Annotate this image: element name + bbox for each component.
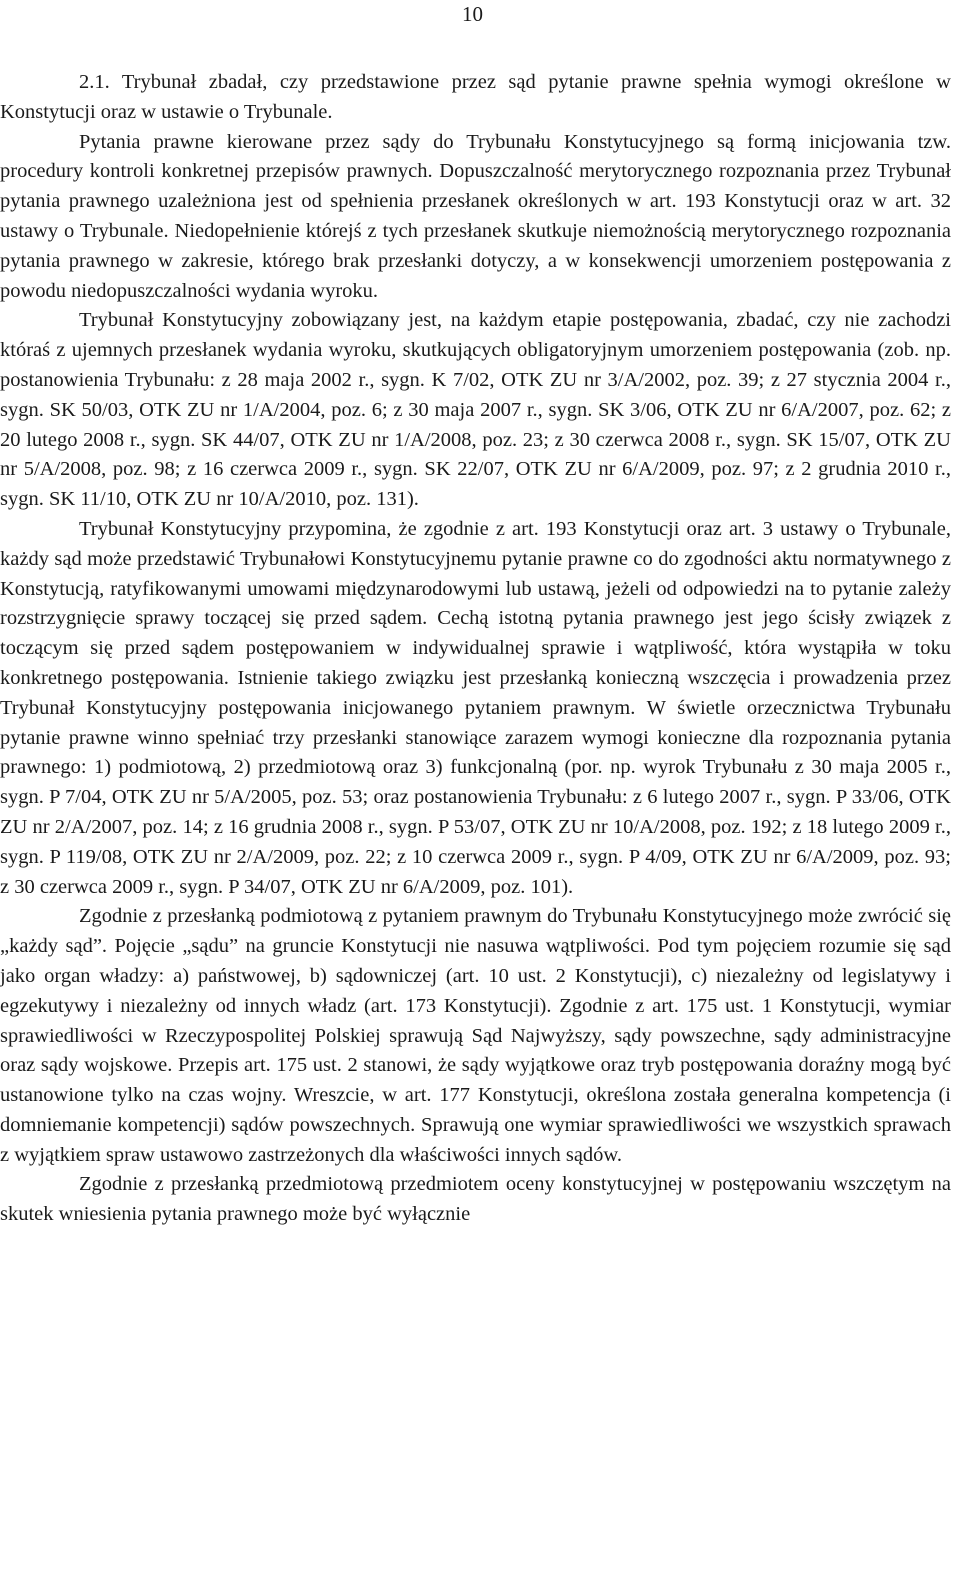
paragraph-tribunal-reminder: Trybunał Konstytucyjny przypomina, że zgodnie z art. 193 Konstytucji oraz art. 3 ustawy o Trybunale, każdy sąd może przedstawić Trybunałowi Konstytucyjnemu pytanie prawne co do zgodności aktu normatywnego z Konstytucją, ratyfikowanymi umowami międzynarodowymi lub ustawą, jeżeli od odpowiedzi na to pytanie zależy rozstrzygnięcie sprawy toczącej się przed sądem. Cechą istotną pytania prawnego jest jego ścisły związek z toczącym się przed sądem postępowaniem w indywidualnej sprawie i wątpliwość, która wystąpiła w toku konkretnego postępowania. Istnienie takiego związku jest przesłanką konieczną wszczęcia i prowadzenia przez Trybunał Konstytucyjny postępowania inicjowanego pytaniem prawnym. W świetle orzecznictwa Trybunału pytanie prawne winno spełniać trzy przesłanki stanowiące zarazem wymogi konieczne dla rozpoznania pytania prawnego: 1) podmiotową, 2) przedmiotową oraz 3) funkcjonalną (por. np. wyrok Trybunału z 30 maja 2005 r., sygn. P 7/04, OTK ZU nr 5/A/2005, poz. 53; oraz postanowienia Trybunału: z 6 lutego 2007 r., sygn. P 33/06, OTK ZU nr 2/A/2007, poz. 14; z 16 grudnia 2008 r., sygn. P 53/07, OTK ZU nr 10/A/2008, poz. 192; z 18 lutego 2009 r., sygn. P 119/08, OTK ZU nr 2/A/2009, poz. 22; z 10 czerwca 2009 r., sygn. P 4/09, OTK ZU nr 6/A/2009, poz. 93; z 30 czerwca 2009 r., sygn. P 34/07, OTK ZU nr 6/A/2009, poz. 101). — [0, 517, 951, 898]
paragraph-section-heading: 2.1. Trybunał zbadał, czy przedstawione przez sąd pytanie prawne spełnia wymogi określone w Konstytucji oraz w ustawie o Trybunale. — [0, 71, 951, 123]
page-number: 10 — [462, 2, 483, 26]
document-body — [0, 68, 951, 1230]
paragraph-objective-premise: Zgodnie z przesłanką przedmiotową przedmiotem oceny konstytucyjnej w postępowaniu wszczętym na skutek wniesienia pytania prawnego może być wyłącznie — [0, 1173, 951, 1226]
paragraph-legal-questions: Pytania prawne kierowane przez sądy do Trybunału Konstytucyjnego są formą inicjowania tzw. procedury kontroli konkretnej przepisów prawnych. Dopuszczalność merytorycznego rozpoznania przez Trybunał pytania prawnego uzależniona jest od spełnienia przesłanek określonych w art. 193 Konstytucji oraz w art. 32 ustawy o Trybunale. Niedopełnienie którejś z tych przesłanek skutkuje niemożnością merytorycznego rozpoznania pytania prawnego w zakresie, którego brak przesłanki dotyczy, a w konsekwencji umorzeniem postępowania z powodu niedopuszczalności wydania wyroku. — [0, 130, 951, 302]
paragraph-subjective-premise: Zgodnie z przesłanką podmiotową z pytaniem prawnym do Trybunału Konstytucyjnego może zwrócić się „każdy sąd”. Pojęcie „sądu” na gruncie Konstytucji nie nasuwa wątpliwości. Pod tym pojęciem rozumie się sąd jako organ władzy: a) państwowej, b) sądowniczej (art. 10 ust. 2 Konstytucji), c) niezależny od legislatywy i egzekutywy i niezależny od innych władz (art. 173 Konstytucji). Zgodnie z art. 175 ust. 1 Konstytucji, wymiar sprawiedliwości w Rzeczypospolitej Polskiej sprawują Sąd Najwyższy, sądy powszechne, sądy administracyjne oraz sądy wojskowe. Przepis art. 175 ust. 2 stanowi, że sądy wyjątkowe oraz tryb postępowania doraźny mogą być ustanowione tylko na czas wojny. Wreszcie, w art. 177 Konstytucji, określona została generalna kompetencja (i domniemanie kompetencji) sądów powszechnych. Sprawują one wymiar sprawiedliwości we wszystkich sprawach z wyjątkiem spraw ustawowo zastrzeżonych dla właściwości innych sądów. — [0, 905, 951, 1166]
paragraph-tribunal-obligation: Trybunał Konstytucyjny zobowiązany jest, na każdym etapie postępowania, zbadać, czy nie zachodzi któraś z ujemnych przesłanek wydania wyroku, skutkujących obligatoryjnym umorzeniem postępowania (zob. np. postanowienia Trybunału: z 28 maja 2002 r., sygn. K 7/02, OTK ZU nr 3/A/2002, poz. 39; z 27 stycznia 2004 r., sygn. SK 50/03, OTK ZU nr 1/A/2004, poz. 6; z 30 maja 2007 r., sygn. SK 3/06, OTK ZU nr 6/A/2007, poz. 62; z 20 lutego 2008 r., sygn. SK 44/07, OTK ZU nr 1/A/2008, poz. 23; z 30 czerwca 2008 r., sygn. SK 15/07, OTK ZU nr 5/A/2008, poz. 98; z 16 czerwca 2009 r., sygn. SK 22/07, OTK ZU nr 6/A/2009, poz. 97; z 2 grudnia 2010 r., sygn. SK 11/10, OTK ZU nr 10/A/2010, poz. 131). — [0, 309, 951, 511]
